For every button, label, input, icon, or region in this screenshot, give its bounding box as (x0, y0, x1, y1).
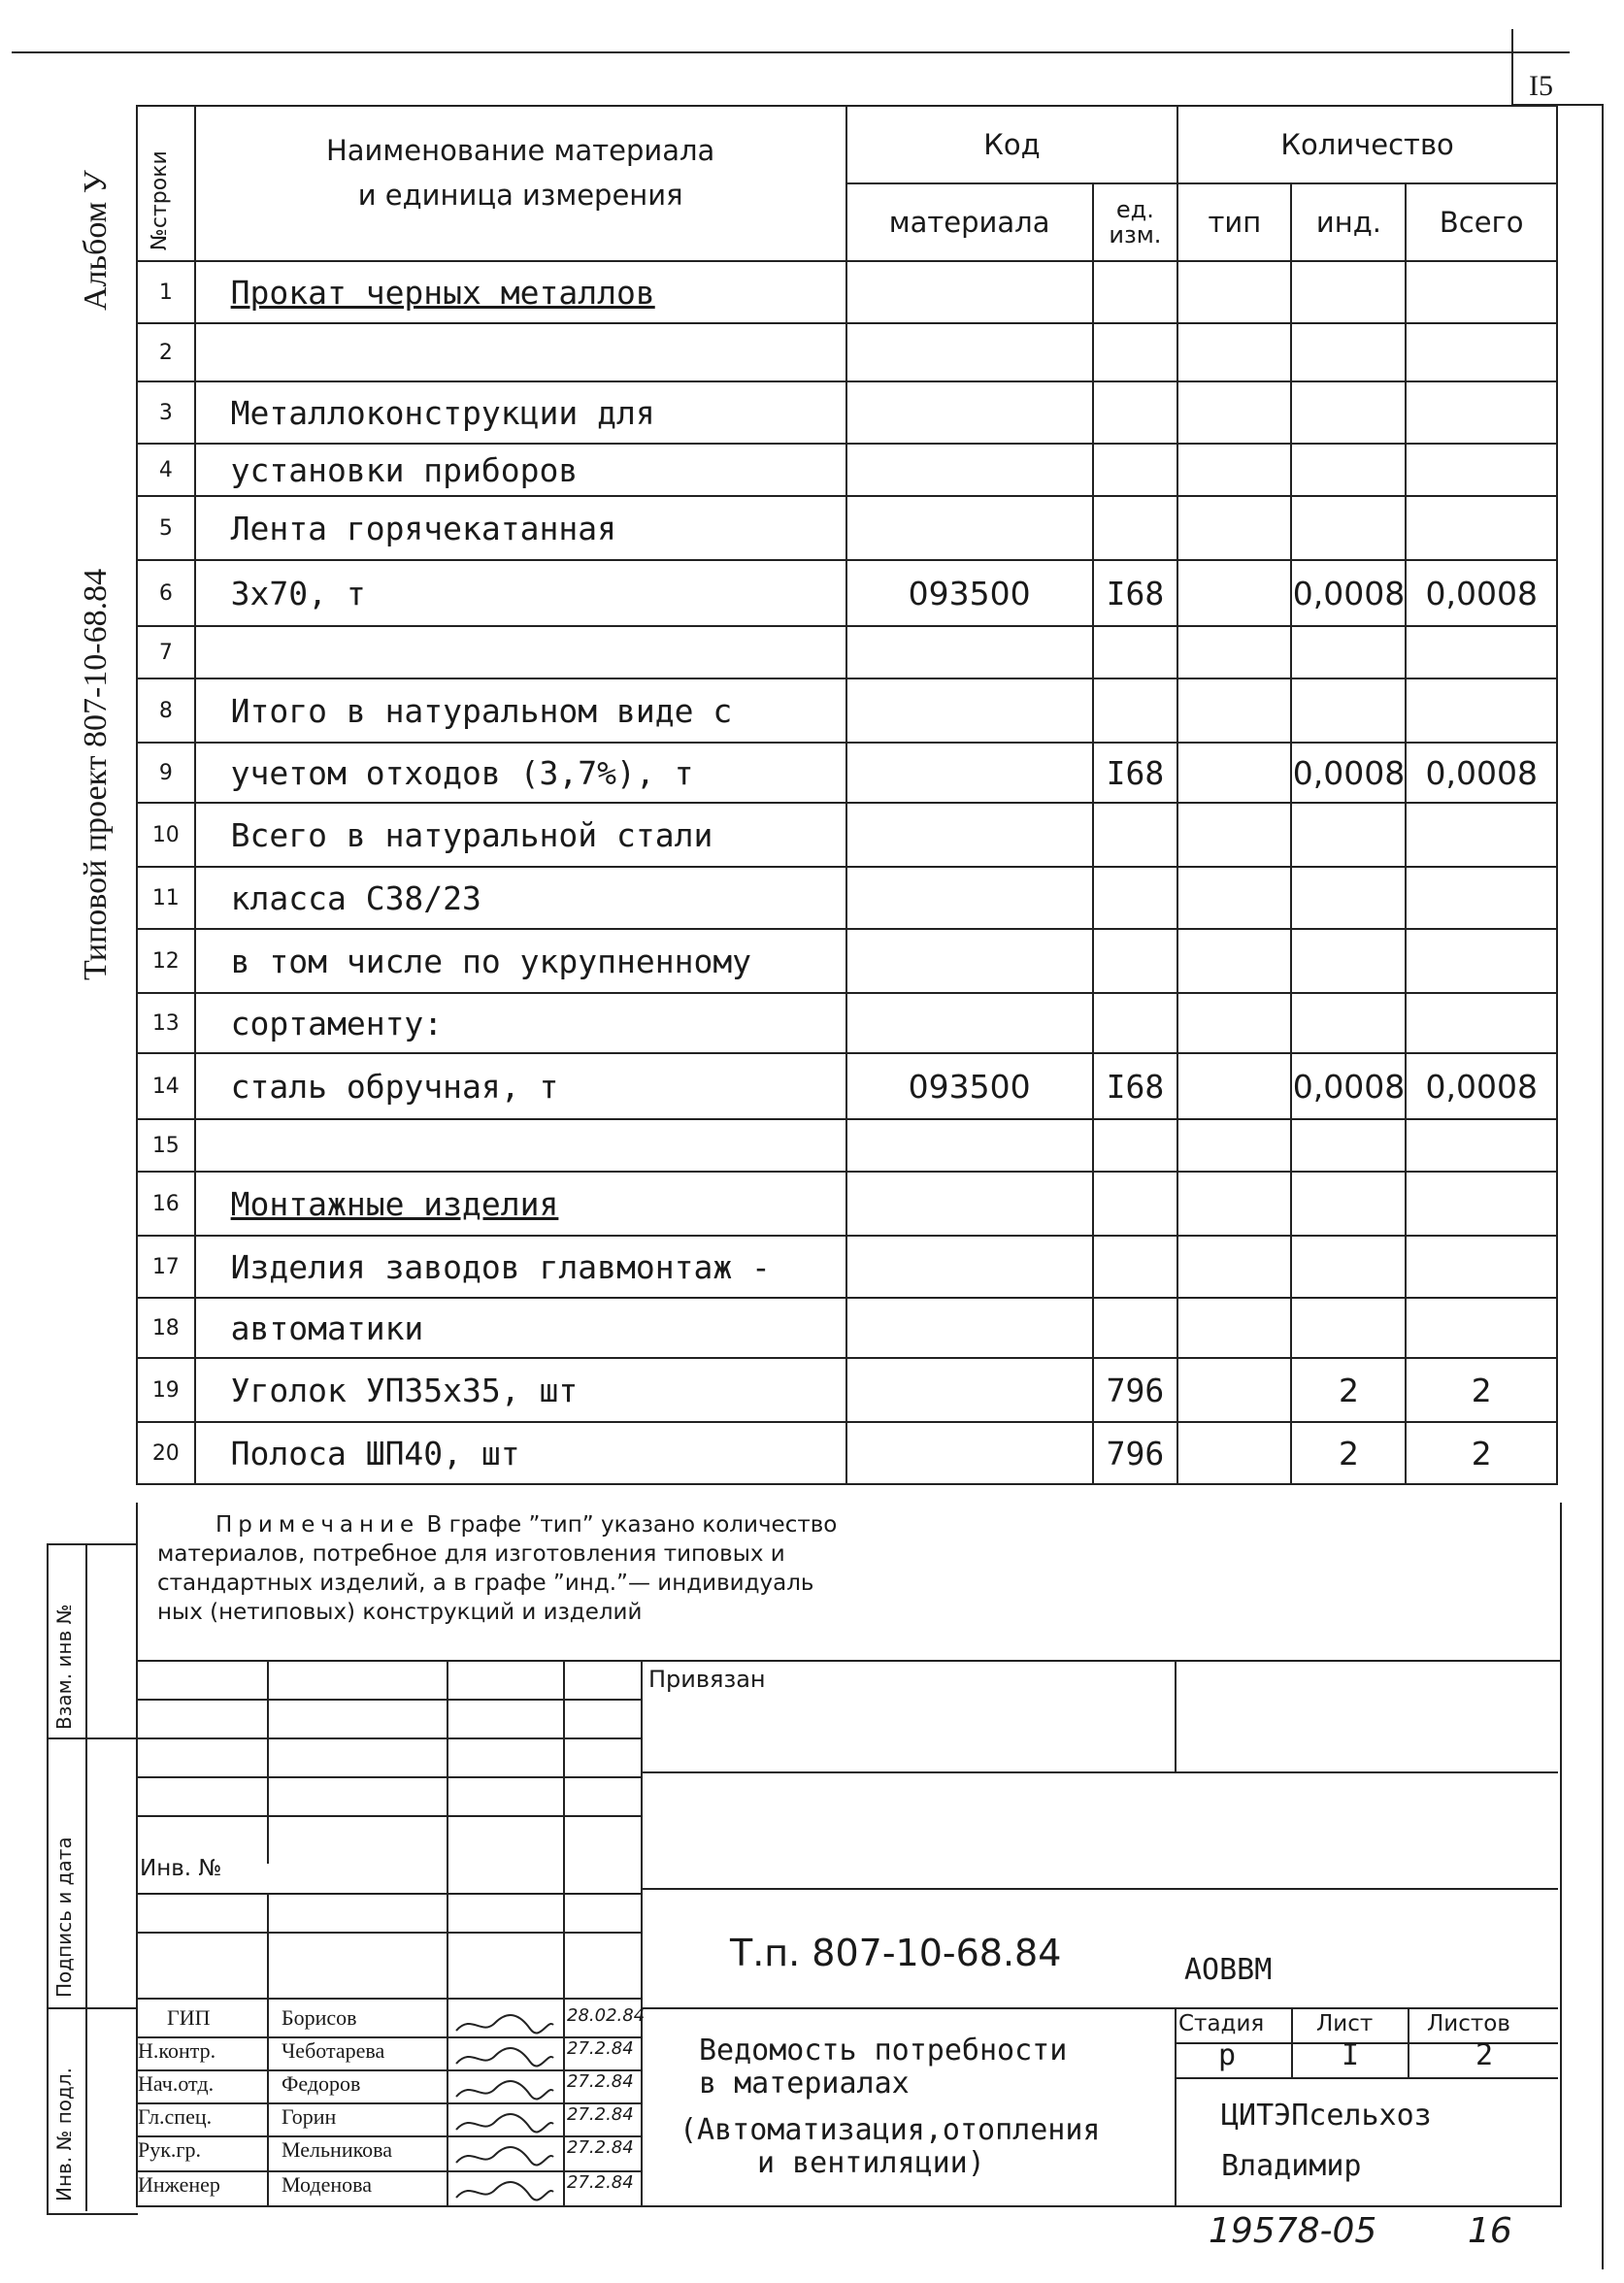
unit-header: ед. изм. (1093, 183, 1178, 261)
row-ind (1291, 496, 1406, 560)
row-unit (1093, 1172, 1178, 1236)
row-unit: I68 (1093, 1053, 1178, 1119)
row-unit (1093, 803, 1178, 867)
row-total: 0,0008 (1406, 560, 1557, 626)
row-number: 8 (137, 678, 195, 743)
row-total (1406, 1119, 1557, 1172)
signature-mark (452, 2110, 557, 2141)
row-number: 16 (137, 1172, 195, 1236)
org-line-2: Владимир (1221, 2149, 1362, 2183)
row-ind: 0,0008 (1291, 1053, 1406, 1119)
row-name (195, 626, 846, 678)
type-header: тип (1177, 183, 1291, 261)
row-total (1406, 323, 1557, 381)
row-number: 17 (137, 1236, 195, 1298)
row-ind: 2 (1291, 1358, 1406, 1422)
row-ind: 0,0008 (1291, 743, 1406, 803)
row-code (846, 1298, 1093, 1358)
signature-role: Нач.отд. (138, 2071, 215, 2096)
row-code (846, 803, 1093, 867)
row-type (1177, 678, 1291, 743)
row-type (1177, 560, 1291, 626)
row-name: сталь обручная, т (195, 1053, 846, 1119)
row-total (1406, 803, 1557, 867)
stage-col-divider (1291, 2007, 1293, 2077)
table-row (137, 381, 1557, 444)
sheets-label: Листов (1427, 2011, 1510, 2036)
row-ind (1291, 1298, 1406, 1358)
signature-date: 27.2.84 (567, 2104, 634, 2125)
row-unit: 796 (1093, 1422, 1178, 1484)
row-code (846, 1358, 1093, 1422)
row-unit (1093, 444, 1178, 496)
table-row (137, 1053, 1557, 1119)
doc-code: АОВВМ (1184, 1953, 1273, 1987)
row-name: сортаменту: (195, 993, 846, 1053)
note-line-1-text: В графе ”тип” указано количество (419, 1512, 838, 1538)
stamp-vline-4 (641, 1660, 643, 2205)
row-total (1406, 381, 1557, 444)
row-number: 18 (137, 1298, 195, 1358)
row-unit: 796 (1093, 1358, 1178, 1422)
signature-name: Горин (282, 2104, 337, 2129)
row-name: автоматики (195, 1298, 846, 1358)
row-ind: 2 (1291, 1422, 1406, 1484)
row-number: 19 (137, 1358, 195, 1422)
name-header (195, 106, 846, 261)
side-strip-sep-1 (47, 1737, 136, 1739)
row-number: 3 (137, 381, 195, 444)
row-number: 4 (137, 444, 195, 496)
stamp-vline-1 (267, 1660, 269, 1864)
bottom-page: 16 (1468, 2211, 1512, 2251)
info-divider (1175, 2007, 1177, 2205)
stage-row-bottom (1175, 2077, 1558, 2079)
row-code (846, 1119, 1093, 1172)
row-name: Изделия заводов главмонтаж - (195, 1236, 846, 1298)
row-unit (1093, 1298, 1178, 1358)
table-row (137, 626, 1557, 678)
title-line-4: и вентиляции) (757, 2146, 985, 2180)
row-total (1406, 1172, 1557, 1236)
sheet-value: I (1342, 2038, 1360, 2072)
material-header: материала (846, 183, 1093, 261)
row-code: 093500 (846, 560, 1093, 626)
ind-header: инд. (1291, 183, 1406, 261)
note-line-1 (157, 1510, 837, 1539)
stamp-vline-1b (267, 1893, 269, 2205)
row-unit (1093, 323, 1178, 381)
table-row (137, 993, 1557, 1053)
side-strip-divider (85, 1543, 87, 2211)
page-number: I5 (1529, 70, 1553, 102)
inv-podl-label: Инв. № подл. (52, 2068, 76, 2201)
row-code (846, 626, 1093, 678)
table-row (137, 743, 1557, 803)
row-name: Всего в натуральной стали (195, 803, 846, 867)
row-total (1406, 261, 1557, 323)
row-total (1406, 929, 1557, 993)
row-number: 20 (137, 1422, 195, 1484)
row-name: класса С38/23 (195, 867, 846, 929)
stamp-hline-2 (136, 1737, 641, 1739)
row-code: 093500 (846, 1053, 1093, 1119)
row-name: учетом отходов (3,7%), т (195, 743, 846, 803)
table-row (137, 929, 1557, 993)
row-ind (1291, 381, 1406, 444)
row-name: Уголок УП35x35, шт (195, 1358, 846, 1422)
album-label: Альбом У (78, 170, 114, 311)
signature-name: Моденова (282, 2172, 372, 2197)
row-code (846, 381, 1093, 444)
stamp-hline-7 (136, 1998, 641, 2000)
vzam-inv-label: Взам. инв № (52, 1604, 76, 1730)
row-number: 7 (137, 626, 195, 678)
page-number-box-left (1511, 29, 1513, 105)
row-ind (1291, 1119, 1406, 1172)
row-total: 0,0008 (1406, 743, 1557, 803)
row-type (1177, 993, 1291, 1053)
note-line-4: ных (нетиповых) конструкций и изделий (157, 1600, 643, 1625)
row-name: Лента горячекатанная (195, 496, 846, 560)
signature-mark (452, 2011, 557, 2042)
row-total (1406, 867, 1557, 929)
top-border-line (12, 51, 1570, 53)
row-type (1177, 867, 1291, 929)
row-name: 3x70, т (195, 560, 846, 626)
stage-label: Стадия (1178, 2011, 1265, 2036)
table-row (137, 1358, 1557, 1422)
note-lead: Примечание (215, 1512, 420, 1538)
row-ind: 0,0008 (1291, 560, 1406, 626)
row-code (846, 867, 1093, 929)
podpis-data-label: Подпись и дата (52, 1836, 76, 1998)
name-header-line-2: и единица измерения (357, 179, 683, 212)
row-ind (1291, 1236, 1406, 1298)
table-row (137, 1236, 1557, 1298)
signature-name: Чеботарева (282, 2038, 385, 2063)
row-number: 5 (137, 496, 195, 560)
table-row (137, 867, 1557, 929)
row-type (1177, 323, 1291, 381)
row-ind (1291, 444, 1406, 496)
row-total: 2 (1406, 1358, 1557, 1422)
row-total (1406, 993, 1557, 1053)
row-unit (1093, 678, 1178, 743)
row-total: 0,0008 (1406, 1053, 1557, 1119)
row-name (195, 323, 846, 381)
row-number: 1 (137, 261, 195, 323)
row-unit (1093, 261, 1178, 323)
row-ind (1291, 867, 1406, 929)
row-ind (1291, 929, 1406, 993)
row-unit (1093, 993, 1178, 1053)
right-border-line (1602, 105, 1604, 2269)
row-code (846, 496, 1093, 560)
note-text (157, 1510, 837, 1627)
materials-table (136, 105, 1558, 1485)
row-ind (1291, 626, 1406, 678)
row-code (846, 743, 1093, 803)
signature-name: Федоров (282, 2071, 361, 2096)
sheet-label: Лист (1316, 2011, 1374, 2036)
stamp-hline-6 (136, 1932, 641, 1934)
code-row-bottom (641, 2007, 1558, 2009)
note-line-3: стандартных изделий, а в графе ”инд.”— индивидуаль (157, 1571, 814, 1596)
name-header-line-1: Наименование материала (325, 134, 715, 167)
row-type (1177, 1172, 1291, 1236)
row-ind (1291, 993, 1406, 1053)
signature-mark (452, 2044, 557, 2075)
signature-mark (452, 2077, 557, 2108)
row-type (1177, 1358, 1291, 1422)
row-ind (1291, 803, 1406, 867)
row-unit (1093, 626, 1178, 678)
row-number: 6 (137, 560, 195, 626)
row-unit (1093, 496, 1178, 560)
row-total (1406, 678, 1557, 743)
stamp-hline-1 (136, 1699, 641, 1701)
row-name: в том числе по укрупненному (195, 929, 846, 993)
row-total (1406, 1236, 1557, 1298)
signature-name: Борисов (282, 2005, 357, 2030)
title-line-1: Ведомость потребности (699, 2034, 1068, 2068)
row-number: 14 (137, 1053, 195, 1119)
project-label: Типовой проект 807-10-68.84 (78, 568, 114, 980)
row-unit (1093, 1236, 1178, 1298)
total-header: Всего (1406, 183, 1557, 261)
title-line-2: в материалах (699, 2067, 910, 2101)
signature-date: 27.2.84 (567, 2172, 634, 2193)
row-type (1177, 381, 1291, 444)
row-number: 9 (137, 743, 195, 803)
table-row (137, 1422, 1557, 1484)
stage-value: р (1218, 2038, 1237, 2072)
table-row (137, 678, 1557, 743)
table-row (137, 560, 1557, 626)
signature-role: ГИП (167, 2005, 211, 2030)
table-body (137, 261, 1557, 1484)
row-code (846, 444, 1093, 496)
row-type (1177, 803, 1291, 867)
row-type (1177, 261, 1291, 323)
bottom-code: 19578-05 (1209, 2211, 1377, 2251)
row-type (1177, 1236, 1291, 1298)
sheets-value: 2 (1475, 2038, 1494, 2072)
row-number: 11 (137, 867, 195, 929)
org-name (1221, 2091, 1432, 2192)
row-ind (1291, 678, 1406, 743)
row-type (1177, 743, 1291, 803)
signature-role: Рук.гр. (138, 2137, 201, 2162)
stamp-hline-5 (136, 1893, 641, 1895)
signature-date: 27.2.84 (567, 2071, 634, 2092)
row-unit: I68 (1093, 743, 1178, 803)
row-total (1406, 626, 1557, 678)
row-number: 2 (137, 323, 195, 381)
table-row (137, 1119, 1557, 1172)
row-name: Монтажные изделия (195, 1172, 846, 1236)
signature-name: Мельникова (282, 2137, 393, 2162)
row-total (1406, 444, 1557, 496)
row-number: 13 (137, 993, 195, 1053)
title-line-3: (Автоматизация,отопления (679, 2113, 1101, 2147)
row-name: Металлоконструкции для (195, 381, 846, 444)
org-line-1: ЦИТЭПсельхоз (1221, 2099, 1432, 2133)
row-name: Полоса ШП40, шт (195, 1422, 846, 1484)
row-number: 10 (137, 803, 195, 867)
table-row (137, 496, 1557, 560)
row-type (1177, 1119, 1291, 1172)
privyazan-divider (1175, 1660, 1177, 1771)
table-row (137, 803, 1557, 867)
privyazan-label: Привязан (648, 1666, 766, 1693)
table-row (137, 444, 1557, 496)
table-row (137, 1172, 1557, 1236)
privyazan-bottom (641, 1771, 1558, 1773)
table-row (137, 1298, 1557, 1358)
table-row (137, 323, 1557, 381)
qty-header: Количество (1177, 106, 1557, 183)
stamp-hline-3 (136, 1776, 641, 1778)
row-code (846, 1236, 1093, 1298)
row-code (846, 678, 1093, 743)
row-type (1177, 1053, 1291, 1119)
signature-mark (452, 2143, 557, 2174)
row-total (1406, 1298, 1557, 1358)
signature-date: 27.2.84 (567, 2038, 634, 2059)
row-unit (1093, 929, 1178, 993)
row-code (846, 323, 1093, 381)
row-ind (1291, 323, 1406, 381)
row-number: 12 (137, 929, 195, 993)
row-unit (1093, 381, 1178, 444)
row-type (1177, 1298, 1291, 1358)
signature-date: 27.2.84 (567, 2137, 634, 2158)
row-type (1177, 626, 1291, 678)
stamp-hline-4 (136, 1815, 641, 1817)
title-block-name (679, 2035, 1100, 2180)
row-code (846, 993, 1093, 1053)
signature-role: Н.контр. (138, 2038, 216, 2063)
row-type (1177, 929, 1291, 993)
row-unit: I68 (1093, 560, 1178, 626)
row-name: установки приборов (195, 444, 846, 496)
row-total (1406, 496, 1557, 560)
row-name: Итого в натуральном виде с (195, 678, 846, 743)
note-line-2: материалов, потребное для изготовления типовых и (157, 1541, 785, 1567)
row-code (846, 929, 1093, 993)
blank-bottom (641, 1888, 1558, 1890)
signature-role: Инженер (138, 2172, 220, 2197)
row-ind (1291, 1172, 1406, 1236)
rownum-header (137, 106, 195, 261)
signature-role: Гл.спец. (138, 2104, 213, 2129)
row-number: 15 (137, 1119, 195, 1172)
project-code: Т.п. 807-10-68.84 (730, 1932, 1062, 1974)
signature-mark (452, 2178, 557, 2209)
row-ind (1291, 261, 1406, 323)
row-name (195, 1119, 846, 1172)
row-unit (1093, 867, 1178, 929)
row-type (1177, 444, 1291, 496)
row-code (846, 1172, 1093, 1236)
inv-no-label: Инв. № (140, 1856, 222, 1881)
row-type (1177, 496, 1291, 560)
table-row (137, 261, 1557, 323)
row-code (846, 261, 1093, 323)
row-name: Прокат черных металлов (195, 261, 846, 323)
sheet-col-divider (1408, 2007, 1409, 2077)
row-type (1177, 1422, 1291, 1484)
rownum-header-text: №строки (148, 150, 172, 250)
side-strip-sep-2 (47, 2007, 136, 2009)
row-unit (1093, 1119, 1178, 1172)
code-header: Код (846, 106, 1178, 183)
row-code (846, 1422, 1093, 1484)
row-total: 2 (1406, 1422, 1557, 1484)
signature-date: 28.02.84 (567, 2005, 646, 2026)
